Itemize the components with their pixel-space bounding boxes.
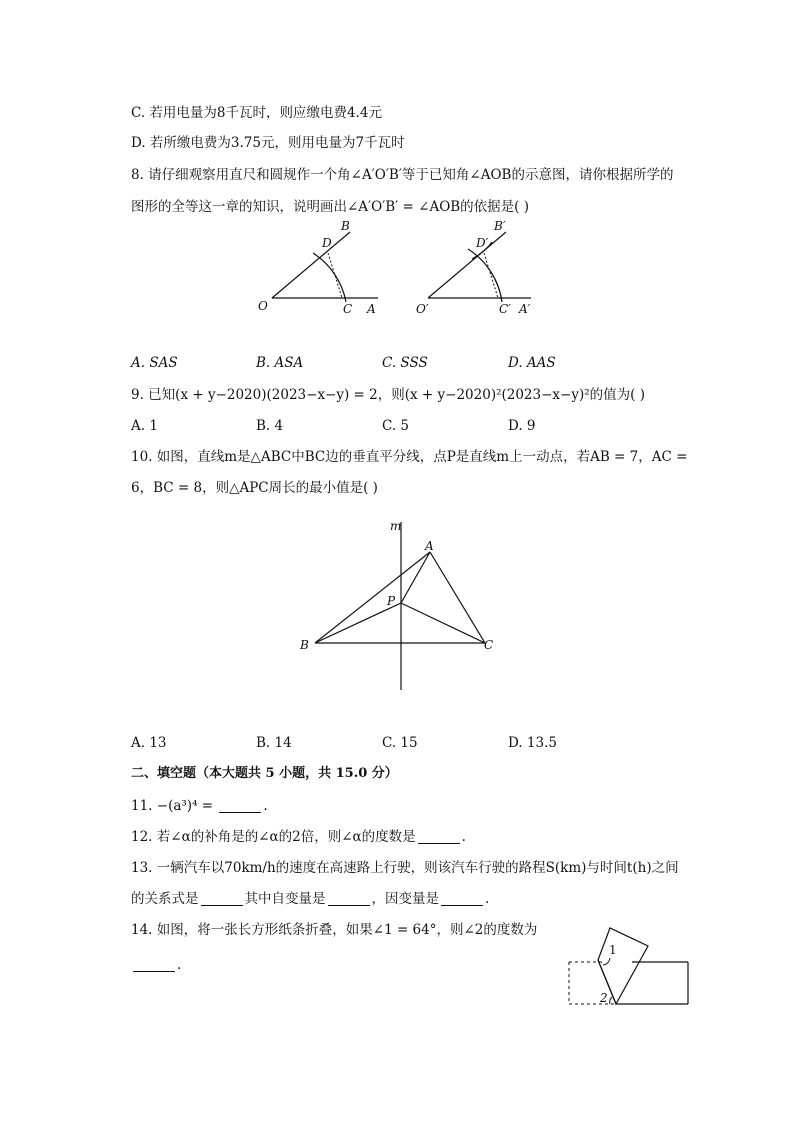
section-2-title: 二、填空题（本大题共 5 小题，共 15.0 分） — [131, 766, 398, 781]
q10-label-a: A — [425, 539, 434, 553]
q13-text-a: 的关系式是 — [131, 891, 199, 907]
q12-text: 12. 若∠α的补角是的∠α的2倍，则∠α的度数是 — [131, 829, 416, 845]
q11-text: 11. −(a³)⁴ = — [131, 798, 218, 814]
q12-answer-blank[interactable] — [418, 829, 460, 844]
q8-label-b: B — [341, 219, 350, 233]
q8-option-a[interactable]: A. SAS — [131, 355, 178, 371]
q14-stem-line1: 14. 如图，将一张长方形纸条折叠，如果∠1 = 64°，则∠2的度数为 — [131, 922, 538, 938]
q8-label-d2: D′ — [476, 236, 489, 250]
q9-option-b[interactable]: B. 4 — [256, 418, 284, 434]
q8-figure — [0, 215, 794, 345]
q8-dashed-c2d2 — [484, 253, 498, 298]
q9-option-c[interactable]: C. 5 — [382, 418, 410, 434]
q13-text-b: 其中自变量是 — [244, 891, 326, 907]
q7-option-d: D. 若所缴电费为3.75元，则用电量为7千瓦时 — [131, 135, 405, 151]
q12-stem — [131, 827, 466, 847]
q10-label-c: C — [484, 638, 494, 652]
q11-answer-blank[interactable] — [219, 798, 261, 813]
q8-label-c2: C′ — [499, 302, 511, 316]
q8-stem-line1: 8. 请仔细观察用直尺和圆规作一个角∠A′O′B′等于已知角∠AOB的示意图，请你根据所学的 — [131, 167, 674, 183]
q10-stem-line2: 6，BC = 8，则△APC周长的最小值是( ) — [131, 480, 378, 496]
q13-blank-dependent[interactable] — [441, 891, 483, 906]
q9-option-d[interactable]: D. 9 — [508, 418, 536, 434]
q7-option-c: C. 若用电量为8千瓦时，则应缴电费4.4元 — [131, 105, 382, 121]
q13-text-c: ，因变量是 — [371, 891, 439, 907]
q10-label-p: P — [387, 594, 396, 608]
q10-option-a[interactable]: A. 13 — [131, 735, 167, 751]
q13-stem-line2 — [131, 889, 489, 909]
q10-seg-pa — [401, 552, 430, 603]
q13-stem-line1: 13. 一辆汽车以70km/h的速度在高速路上行驶，则该汽车行驶的路程S(km)与时间t(h)之间 — [131, 860, 679, 876]
q8-option-c[interactable]: C. SSS — [382, 355, 428, 371]
q13-blank-relation[interactable] — [201, 891, 243, 906]
q13-text-d: . — [485, 891, 490, 907]
q14-angle2-arc — [610, 997, 612, 1004]
q14-label-2: 2 — [600, 991, 608, 1005]
q10-label-m: m — [390, 519, 402, 533]
q10-option-c[interactable]: C. 15 — [382, 735, 418, 751]
q14-angle1-arc — [603, 958, 610, 965]
q8-label-a2: A′ — [519, 302, 531, 316]
q8-ray-ob — [272, 232, 350, 298]
q10-figure — [0, 510, 794, 700]
q14-label-1: 1 — [609, 943, 617, 957]
q13-blank-independent[interactable] — [328, 891, 370, 906]
q11-stem — [131, 796, 268, 816]
q8-option-d[interactable]: D. AAS — [508, 355, 556, 371]
q10-option-d[interactable]: D. 13.5 — [508, 735, 557, 751]
q8-label-o2: O′ — [416, 302, 429, 316]
q11-tail: . — [263, 798, 268, 814]
q10-label-b: B — [300, 638, 309, 652]
q8-option-b[interactable]: B. ASA — [256, 355, 304, 371]
q10-side-ab — [315, 552, 430, 643]
q8-label-c: C — [343, 302, 353, 316]
q14-figure — [0, 920, 794, 1030]
q8-label-d: D — [322, 236, 332, 250]
q14-tail: . — [177, 957, 182, 973]
q8-label-b2: B′ — [494, 219, 506, 233]
q10-option-b[interactable]: B. 14 — [256, 735, 292, 751]
q12-tail: . — [461, 829, 466, 845]
q8-label-a: A — [367, 302, 376, 316]
q8-stem-line2: 图形的全等这一章的知识，说明画出∠A′O′B′ = ∠AOB的依据是( ) — [131, 199, 530, 215]
q8-arc — [313, 253, 346, 302]
q8-ray-o2b2 — [428, 232, 506, 298]
q10-stem-line1: 10. 如图，直线m是△ABC中BC边的垂直平分线，点P是直线m上一动点，若AB = 7，AC = — [131, 449, 688, 465]
q9-stem: 9. 已知(x + y−2020)(2023−x−y) = 2，则(x + y−2020)²(2023−x−y)²的值为( ) — [131, 387, 645, 403]
q9-option-a[interactable]: A. 1 — [131, 418, 158, 434]
q8-label-o: O — [258, 299, 268, 313]
